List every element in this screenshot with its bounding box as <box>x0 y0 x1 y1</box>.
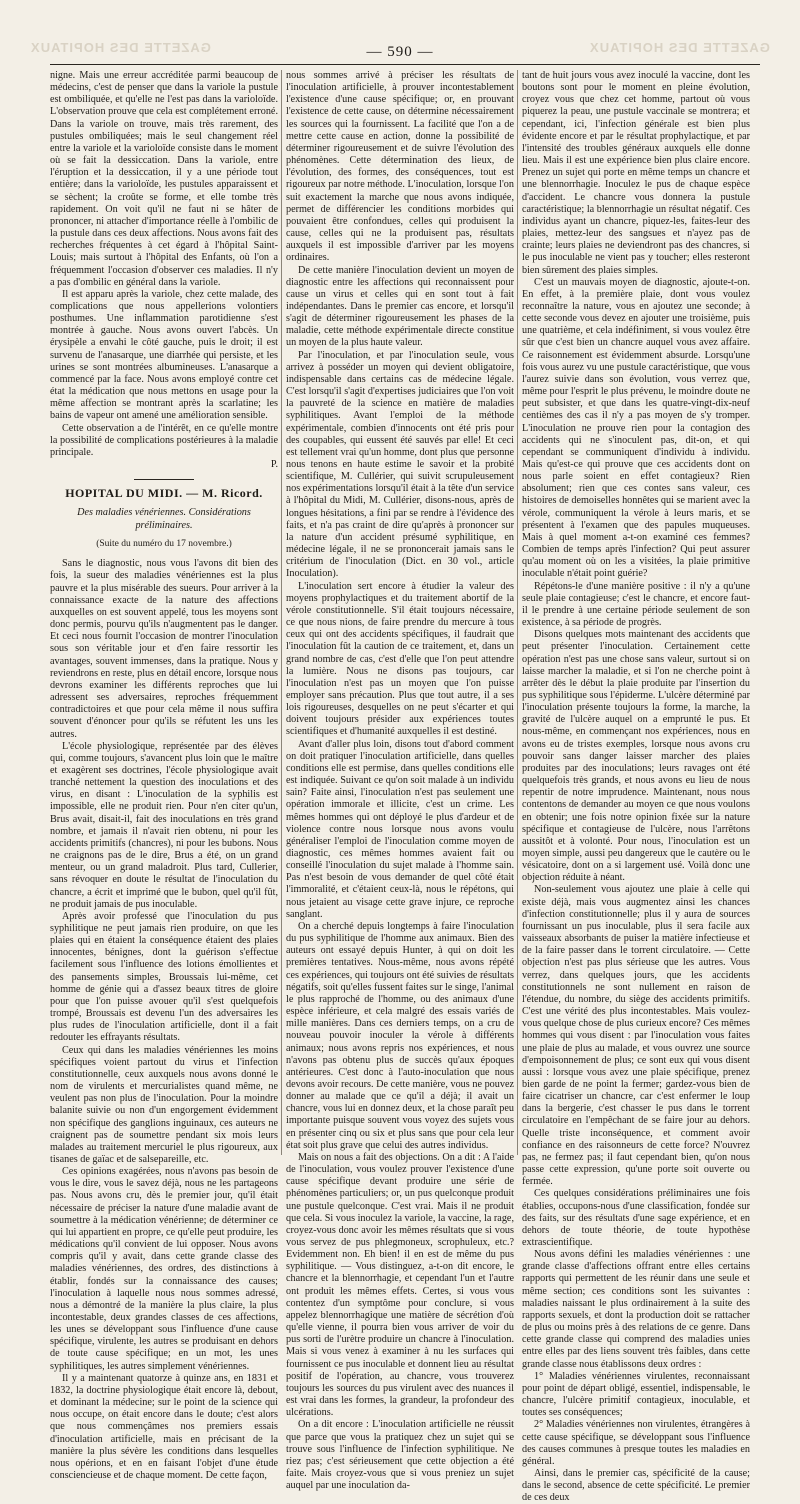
column-2 <box>286 70 514 1492</box>
bleed-through-text-left: GAZETTE DES HOPITAUX <box>30 40 211 55</box>
paragraph: nous sommes arrivé à préciser les résultats de l'inoculation artificielle, à prouver incontestablement l'existence d'une cause spécifique; or, en prouvant l'existence de cette cause, on détermine nécessairement les sources qui la fournissent. La facilité que l'on a de mettre cette cause en action, donne la possibilité de déterminer rigoureusement et de suivre l'évolution des phénomènes. Cette détermination des lieux, de l'évolution, des formes, des conséquences, tout est rigoureux par notre méthode. L'inoculation, lorsque l'on suit exactement la marche que nous avons indiquée, permet de différencier les conditions morbides qui pouvaient être confondues, celles qui produisent la cause, celles qui ne la produisent pas, résultats auxquels il est impossible d'arriver par les moyens ordinaires. <box>286 70 514 264</box>
paragraph: Avant d'aller plus loin, disons tout d'abord comment on doit pratiquer l'inoculation artificielle, dans quelles conditions elle est permise, dans quelles conditions elle est indiquée. Suivant ce qu'on soit malade à un individu sain? Faite ainsi, l'inoculation n'est pas seulement une opération immorale et illicite, c'est un crime. Les mêmes hommes qui ont déployé le plus d'ardeur et de violence contre nous lorsque nous avons voulu généraliser l'emploi de l'inoculation comme moyen de diagnostic, ces mêmes hommes avaient fait ou conseillé l'inoculation du sujet malade à l'homme sain. Pas n'est besoin de vous demander de quel côté était l'immoralité, et c'étaient ceux-là, nous le répétons, qui nous jetaient au visage cette grave injure, ce reproche sanglant. <box>286 738 514 920</box>
paragraph: Après avoir professé que l'inoculation du pus syphilitique ne peut jamais rien produire, on que les plaies qui en étaient la conséquence étaient des plaies innocentes, bénignes, dont la guérison s'effectue facilement sous l'influence des lotions émollientes et des pansements simples, Broussais lui-même, cet homme de génie qui a d'assez beaux titres de gloire pour que l'on puisse avouer qu'il s'est quelquefois trompé, Broussais est devenu l'un des adversaires les plus rudes de l'inoculation artificielle, dont il a fait redouter les effrayants résultats. <box>50 910 278 1044</box>
header-rule <box>50 64 760 65</box>
continuation-note: (Suite du numéro du 17 novembre.) <box>96 539 232 550</box>
paragraph: Il est apparu après la variole, chez cette malade, des complications que nous appellerions volontiers posthumes. Une inflammation parotidienne s'est montrée à gauche. Nous avons ouvert l'abcès. Un érysipèle a envahi le côté gauche, puis le droit; il est survenu de l'anasarque, une diarrhée qui persiste, et les urines se sont montrées albumineuses. L'anasarque a commencé par la face. Nous avons employé contre cet état la médication que nous mettons en usage pour la même affection se montrant après la scarlatine; les bains de vapeur ont amené une amélioration sensible. <box>50 288 278 422</box>
signature: P. <box>270 459 278 470</box>
column-divider-1 <box>281 70 282 1155</box>
column-divider-2 <box>517 70 518 1155</box>
section-title: HOPITAL DU MIDI. — M. Ricord. <box>65 486 263 501</box>
paragraph: L'inoculation sert encore à étudier la valeur des moyens prophylactiques et du traitement abortif de la vérole constitutionnelle. S'il était toujours nécessaire, ce que nous nions, de faire prendre du mercure à tous ceux qui ont des accidents spécifiques, il faudrait que l'inoculation fût la caution de ce traitement, et, dans un grand nombre de cas, c'est d'elle que l'on peut attendre la lumière. Nous ne disons pas toujours, car l'inoculation n'est pas un moyen que l'on puisse employer sans précaution. Plus que tout autre, il a ses lois rigoureuses, desquelles on ne peut s'écarter et qui doivent toujours présider aux expériences toutes scientifiques et d'humanité auxquelles il est destiné. <box>286 580 514 738</box>
paragraph: nigne. Mais une erreur accréditée parmi beaucoup de médecins, c'est de penser que dans la variole la pustule est ombiliquée, et qu'elle ne l'est pas dans la varioloïde. L'observation prouve que cela est complétement erroné. Dans la variole on trouve, mais très rarement, des pustules ombiliquées; mais le seul changement réel entre la variole et la varioloïde consiste dans le moment où se fait la dessiccation. Dans la variole, entre l'éruption et la dessiccation, il y a une période tout entière; dans la varioloïde, les pustules apparaissent et se sèchent; la croûte se forme, et elle tombe très rapidement. On voit qu'il ne faut ni se hâter de prononcer, ni attacher d'importance réelle à l'ombilic de la pustule dans ces deux affections. Nous avons fait des recherches fréquentes à cet égard à l'hôpital Saint-Louis; mais surtout à l'hôpital des Enfants, où l'on a fréquemment l'occasion d'observer ces maladies. Il n'y a pas d'ombilic en général dans la variole. <box>50 70 278 288</box>
paragraph: C'est un mauvais moyen de diagnostic, ajoute-t-on. En effet, à la première plaie, dont vous voulez reconnaître la nature, vous en ajoutez une seconde; à cette seconde vous devez en ajouter une troisième, puis une quatrième, et cela indéfiniment, si vous voulez être sûr que c'est bien un chancre auquel vous avez affaire. Ce raisonnement est évidemment absurde. Lorsqu'une fois vous aurez vu une pustule caractéristique, que vous l'aurez suivie dans son évolution, vous verrez que, même pour l'esprit le plus prévenu, le moindre doute ne peut subsister, et que dans les quatre-vingt-dix-neuf centièmes des cas il n'y a pas moyen de s'y tromper. L'inoculation ne prouve rien pour la contagion des accidents qui ne s'inoculent pas, dit-on, et qui cependant se communiquent d'individu à individu. Mais qu'est-ce qui prouve que ces accidents dont on nous parle soient en effet contagieux? Rien absolument; rien que ces contes sans valeur, ces histoires de demoiselles honnêtes qui se marient avec la vérole, communiquent la vérole à leurs maris, et se présentent à l'examen que des papules muqueuses. Mais à quel moment a-t-on examiné ces femmes? Combien de temps après l'infection? Qui peut assurer qu'au moment où on les a visitées, la plaie primitive inoculable n'était point guérie? <box>522 276 750 580</box>
paragraph: Ceux qui dans les maladies vénériennes les moins spécifiques voient partout du virus et l'infection constitutionnelle, ceux auxquels nous avons donné le nom de virulents et mercurialistes quand même, ne veulent pas non plus de l'inoculation. Pour la moindre balanite suivie ou non d'un engorgement évidemment non spécifique des ganglions inguinaux, ces auteurs ne craignent pas de soumettre pendant six mois leurs malades au traitement mercuriel le plus rigoureux, aux tisanes de gaïac et de salsepareille, etc. <box>50 1044 278 1165</box>
paragraph: Disons quelques mots maintenant des accidents que peut présenter l'inoculation. Certainement cette opération n'est pas une chose sans valeur, surtout si on laisse marcher la maladie, et si l'on ne cherche point à arrêter dès le début la plaie produite par l'insertion du pus syphilitique sous l'épiderme. L'ulcère déterminé par l'inoculation présente toujours la forme, la marche, la gravité de l'ulcère auquel on a emprunté le pus. Et nous-même, en commençant nos expériences, nous en avons eu de tristes exemples, lorsque nous avons cru pouvoir sans danger laisser marcher des plaies produites par des inoculations; leurs ravages ont été quelquefois très grands, et nous avons eu lieu de nous repentir de notre imprudence. Maintenant, nous nous contentons de demander au moyen ce que nous voulons en obtenir; une fois notre opinion fixée sur la nature spécifique et contagieuse de l'ulcère, nous l'arrêtons aussitôt et à volonté. Pour nous, l'inoculation est un moyen simple, aussi peu dangereux que le cautère ou le vésicatoire, dont on a si largement usé. Voilà donc une objection réduite à néant. <box>522 629 750 884</box>
paragraph: On a cherché depuis longtemps à faire l'inoculation du pus syphilitique de l'homme aux animaux. Bien des auteurs ont essayé depuis Hunter, à qui on doit les premières tentatives. Nous-même, nous avons répété ces expériences, qui toujours ont été suivies de résultats négatifs, soit qu'elles fussent faites sur le singe, l'animal le plus rapproché de l'homme, ou des animaux d'une espèce inférieure, et cela malgré des essais variés de mille manières. Dans ces derniers temps, on a cru de nouveau pouvoir inoculer la vérole à différents animaux; nous avons repris nos expériences, et nous n'avons pas obtenu plus de succès qu'aux époques antérieures. C'est donc à l'auto-inoculation que nous devons avoir recours. De cette manière, vous ne pouvez donner au malade que ce qu'il a déjà; il avait un chancre, vous lui en donnez deux, et la chose paraît peu importante puisque souvent vous voyez des sujets vous en présenter cinq ou six et plus sans que pour cela leur état soit plus grave que celui des autres individus. <box>286 920 514 1151</box>
paragraph: tant de huit jours vous avez inoculé la vaccine, dont les boutons sont pour le moment en pleine évolution, croyez vous que chez cet homme, partout où vous piquerez la peau, une pustule vaccinale se montrera; et cependant, ici, l'infection générale est bien plus évidente encore et par le résultat prophylactique, et par l'intensité des troubles généraux auxquels elle donne lieu. Mais il est une expérience bien plus claire encore. Prenez un sujet qui porte en même temps un chancre et une blennorrhagie. Inoculez le pus de chaque espèce d'accident. Le chancre vous donnera la pustule caractéristique; la blennorrhagie un résultat négatif. Ces individus ayant un chancre, piquez-les, faites-leur des plaies, mettez-leur des sangsues et n'ayez pas de crainte; leurs plaies ne deviendront pas des chancres, si le pus inoculable ne vient pas y toucher; elles resteront bien sûrement des plaies simples. <box>522 70 750 276</box>
section-subtitle: Des maladies vénériennes. Considérations préliminaires. <box>77 507 251 532</box>
paragraph: Mais on nous a fait des objections. On a dit : A l'aide de l'inoculation, vous voulez prouver l'existence d'une cause spécifique devant produire une série de phénomènes particuliers; or, un pus quelconque produit une pustule quelconque. C'est vrai. Mais il ne produit que cela. Si vous inoculez la variole, la vaccine, la rage, croyez-vous donc avoir les mêmes résultats que si vous vous servez de pus phlegmoneux, scrophuleux, etc.? Evidemment non. Eh bien! il en est de même du pus syphilitique. — Vous distinguez, a-t-on dit encore, le chancre et la blennorrhagie, et cependant l'un et l'autre ont produit les mêmes effets. Certes, si vous vous contentez d'un symptôme pour conclure, si vous appelez blennorrhagique une matière de sécrétion d'où qu'elle vienne, il pourra bien vous arriver de voir du pus sorti de l'urètre produire un chancre à l'inoculation. Mais si vous venez à examiner à nu les surfaces qui fournissent ce pus inoculable et donnent lieu au résultat positif de l'opération, au chancre, vous trouverez toujours les sources du pus virulent avec des nuances il est vrai dans les formes, la grandeur, la profondeur des ulcérations. <box>286 1151 514 1419</box>
paragraph: Ces quelques considérations préliminaires une fois établies, occupons-nous d'une classification, fondée sur des faits, sur des résultats d'une sage expérience, et en dehors de toute théorie, de toute hypothèse extrascientifique. <box>522 1188 750 1248</box>
paragraph: Ainsi, dans le premier cas, spécificité de la cause; dans le second, absence de cette spécificité. Le premier de ces deux <box>522 1467 750 1504</box>
paragraph: De cette manière l'inoculation devient un moyen de diagnostic entre les affections qui reconnaissent pour cause un virus et celles qui en sont tout à fait indépendantes. Dans le premier cas encore, et lorsqu'il s'agit de déterminer rigoureusement les phases de la maladie, cette méthode expérimentale directe constitue un moyen de la plus haute valeur. <box>286 264 514 349</box>
paragraph: L'école physiologique, représentée par des élèves qui, comme toujours, s'avancent plus loin que le maître et exagèrent ses doctrines, l'école physiologique avait tranché nettement la question des inoculations et des virus, en disant : L'inoculation de la syphilis est impossible, elle ne produit rien. Pour n'en citer qu'un, Brus avait, disait-il, fait des inoculations en très grand nombre, et jamais il n'avait rien obtenu, ni pour les accidents primitifs (chancres), ni pour les bubons. Nous ne craignons pas de le dire, Brus a été, on un grand menteur, ou un grand maladroit. Plus tard, Cullerier, sans révoquer en doute le résultat de l'inoculation du chancre, a écrit et imprimé que le bubon, quel qu'il fût, ne produit jamais de pus inoculable. <box>50 740 278 910</box>
paragraph: Sans le diagnostic, nous vous l'avons dit bien des fois, la sueur des maladies vénériennes est la plus pauvre et la plus misérable des sueurs. Pour arriver à la connaissance exacte de la nature des affections auxquelles on est souvent appelé, tous les moyens sont donc permis, pourvu qu'ils n'augmentent pas le danger. Et ceci nous fournit l'occasion de montrer l'inoculation sous son véritable jour et d'en faire ressortir les avantages, souvent immenses, dans la pratique. Nous y reviendrons en reste, plus en détail encore, lorsque nous devrons examiner les différents reproches que lui adressent ses adversaires, reproches fréquemment contradictoires et que pour cela même il nous suffira souvent d'énoncer pour qu'ils se réfutent les uns les autres. <box>50 558 279 740</box>
paragraph: Ces opinions exagérées, nous n'avons pas besoin de vous le dire, vous le savez déjà, nous ne les partageons pas. Nous avons cru, dès le premier jour, qu'il était nécessaire de préciser la nature d'une maladie avant de soumettre à la médication vénérienne; de déterminer ce qui lui appartient en propre, ce qu'elle peut produire, les médications qu'il convient de lui opposer. Nous avons compris qu'il y avait, dans cette grande classe des maladies vénériennes, des ordres, des distinctions à établir, fondés sur la connaissance des causes; l'inoculation à laquelle nous nous sommes adressé, nous a démontré de la manière la plus claire, la plus incontestable, deux grandes classes de ces affections, les unes se développant sous l'influence d'une cause spécifique, virulente, les autres se produisant en dehors de toute cause spécifique; en un mot, les unes syphilitiques, les autres simplement vénériennes. <box>50 1166 278 1372</box>
bleed-through-text-right: GAZETTE DES HOPITAUX <box>589 40 770 55</box>
paragraph: Par l'inoculation, et par l'inoculation seule, vous arrivez à posséder un moyen qui devient obligatoire, indispensable dans certains cas de médecine légale. C'est lorsqu'il s'agit d'expertises judiciaires que l'on voit la pauvreté de la science en matière de maladies syphilitiques. Avant l'emploi de la méthode expérimentale, combien d'innocents ont été pris pour des coupables, qui eussent été sauvés par elle! Et ceci est tellement vrai qu'un homme, dont plus que personne nous tenons en haute estime le savoir et la probité scientifique, M. Cullérier, qui suivit scrupuleusement nos expérimentations lorsqu'il était à la tête d'un service à l'hôpital du Midi, M. Cullérier, disons-nous, après de longues hésitations, a fini par se rendre à l'évidence des faits, et n'a pas craint de dire qu'après à prononcer sur la nature d'un accident présumé syphilitique, en médecine légale, il ne se prononcerait jamais sans le critérium de l'inoculation (Dict. en 30 vol., article Inoculation). <box>286 349 514 580</box>
section-separator <box>134 479 194 480</box>
column-3 <box>522 70 751 1504</box>
paragraph: Non-seulement vous ajoutez une plaie à celle qui existe déjà, mais vous augmentez ainsi les chances d'infection constitutionnelle; plus il y aura de sources fournissant un pus inoculable, plus il sera facile aux vaisseaux absorbants de puiser la matière infectieuse et de la faire passer dans le torrent circulatoire. — Cette objection n'est pas plus sérieuse que les autres. Vous verrez, dans quelques jours, que les accidents constitutionnels ne sont nullement en raison de l'étendue, du nombre, du siège des accidents primitifs. C'est une vérité des plus incontestables. Mais voulez-vous quelque chose de plus curieux encore? Ces mêmes hommes qui vous disent : par l'inoculation vous faites une plaie de plus au malade, et vous ouvrez une source d'empoisonnement de plus; ce sont eux qui vous disent aussi : lorsque vous avez une plaie spécifique, prenez bien garde de ne point la fermer; gardez-vous bien de faire cicatriser un chancre, car c'est enfermer le loup dans la bergerie, c'est chasser le pus dans le torrent circulatoire en l'empêchant de se faire jour au dehors. Quelle triste inconséquence, et comment avoir confiance en des raisonneurs de cette force? N'ouvrez pas, ne fermez pas; il faut cependant bien, qu'on nous passe cette expression, qu'une porte soit ouverte ou fermée. <box>522 884 751 1188</box>
paragraph: Répétons-le d'une manière positive : il n'y a qu'une seule plaie contagieuse; c'est le chancre, et encore faut-il le prendre à une certaine période seulement de son existence, à sa période de progrès. <box>522 580 750 629</box>
paragraph: 2° Maladies vénériennes non virulentes, étrangères à cette cause spécifique, se développant sous l'influence des causes communes à presque toutes les maladies en général. <box>522 1419 750 1467</box>
column-1 <box>50 70 279 1482</box>
paragraph: Nous avons défini les maladies vénériennes : une grande classe d'affections offrant entre elles certains rapports qui permettent de les réunir dans une seule et même section; ces conditions sont les suivantes : maladies naissant le plus ordinairement à la suite des rapports sexuels, et dont la production doit se rattacher de plus ou moins près à des relations de ce genre. Dans cette grande classe qui comprend des maladies unies entre elles par des liens souvent très faibles, dans cette grande classe nous établissons deux ordres : <box>522 1249 750 1370</box>
paragraph: Il y a maintenant quatorze à quinze ans, en 1831 et 1832, la doctrine physiologique était encore là, debout, et dominant la médecine; sur le point de la science qui nous occupe, on était encore dans le doute; c'est alors que nous commençâmes nos premiers essais d'inoculation artificielle, mais en précisant de la manière la plus sévère les conditions dans lesquelles nous opérions, et en en faisant l'objet d'une étude consciencieuse et de chaque moment. De cette façon, <box>50 1372 278 1482</box>
paragraph: Cette observation a de l'intérêt, en ce qu'elle montre la possibilité de complications postérieures à la maladie principale. <box>50 422 278 458</box>
page-number: — 590 — <box>366 44 434 60</box>
paragraph: 1° Maladies vénériennes virulentes, reconnaissant pour point de départ obligé, essentiel, indispensable, le chancre, l'ulcère primitif contagieux, inoculable, et toutes ses conséquences; <box>522 1370 750 1419</box>
paragraph: On a dit encore : L'inoculation artificielle ne réussit que parce que vous la pratiquez chez un sujet qui se trouve sous l'influence de l'infection syphilitique. Ne riez pas; c'est sérieusement que cette objection a été faite. Mais croyez-vous que si vous preniez un sujet auquel par une inoculation da- <box>286 1419 514 1492</box>
